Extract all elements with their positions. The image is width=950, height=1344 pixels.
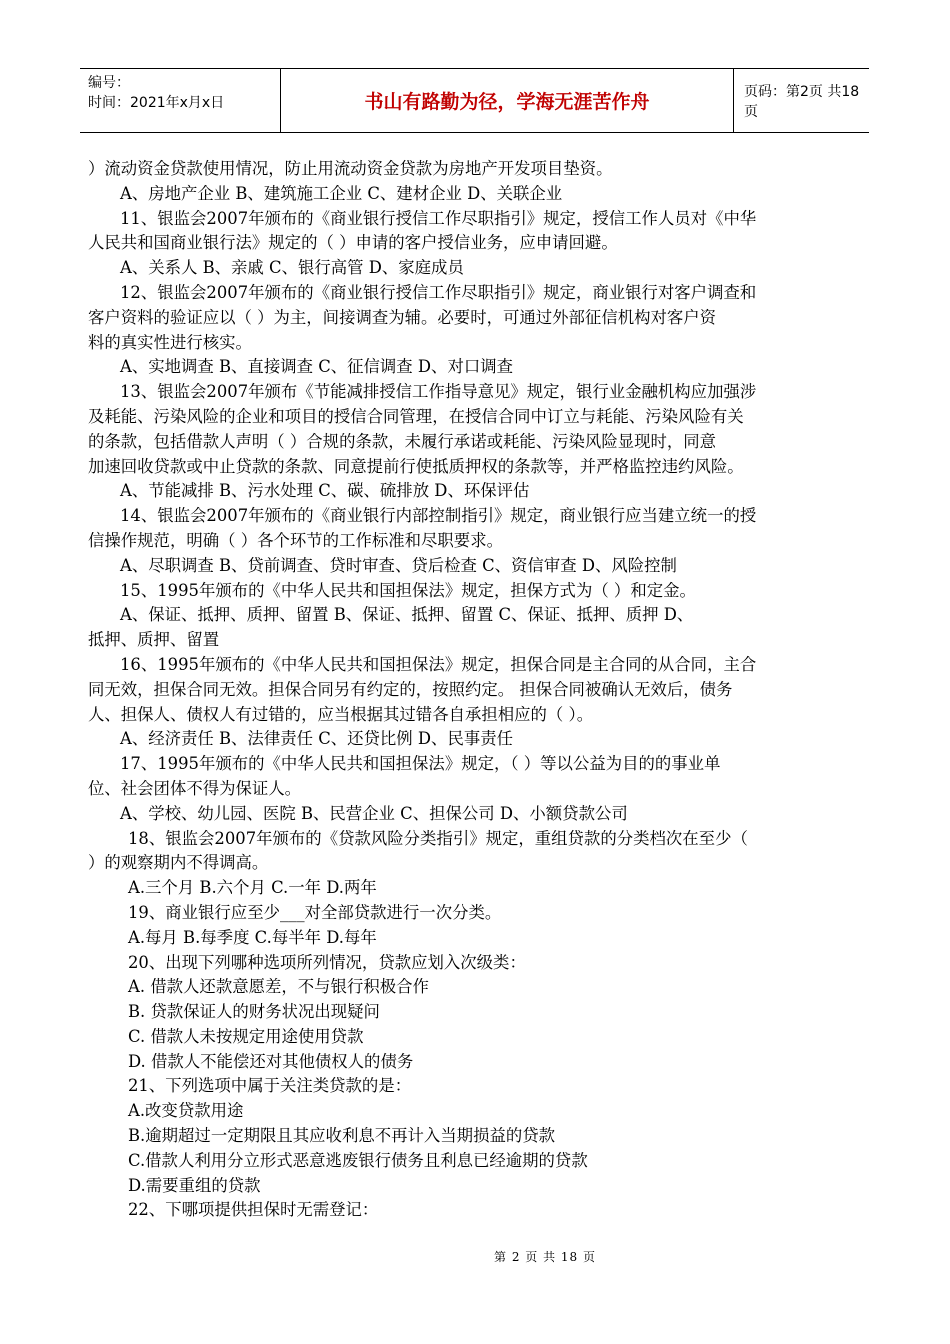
header-meta [80,69,280,132]
text-line: 16、1995年颁布的《中华人民共和国担保法》规定，担保合同是主合同的从合同，主合 [120,654,757,674]
text-line: A.每月 B.每季度 C.每半年 D.每年 [128,927,377,947]
text-line: D. 借款人不能偿还对其他债权人的债务 [128,1051,414,1071]
text-line: A.三个月 B.六个月 C.一年 D.两年 [128,878,377,898]
page-header [80,68,869,133]
page-footer [0,1248,950,1265]
date-label: 时间：2021年x月x日 [88,95,225,111]
header-page-label: 页码：第2页 共18页 [744,83,860,120]
text-line: 及耗能、污染风险的企业和项目的授信合同管理，在授信合同中订立与耗能、污染风险有关 [88,406,744,426]
text-line: 同无效，担保合同无效。担保合同另有约定的，按照约定。 担保合同被确认无效后，债务 [88,679,733,699]
text-line: A.改变贷款用途 [128,1101,244,1121]
text-line: 位、社会团体不得为保证人。 [88,778,302,798]
text-line: 22、下哪项提供担保时无需登记： [128,1200,379,1220]
text-line: A、学校、幼儿园、医院 B、民营企业 C、担保公司 D、小额贷款公司 [120,803,628,823]
text-line: B. 贷款保证人的财务状况出现疑问 [128,1002,380,1022]
text-line: 的条款，包括借款人声明（ ）合规的条款，未履行承诺或耗能、污染风险显现时，同意 [88,431,717,451]
text-line: 15、1995年颁布的《中华人民共和国担保法》规定，担保方式为（ ）和定金。 [120,580,696,600]
text-line: 人民共和国商业银行法》规定的（ ）申请的客户授信业务，应申请回避。 [88,233,618,253]
text-line: 客户资料的验证应以（ ）为主，间接调查为辅。必要时，可通过外部征信机构对客户资 [88,307,717,327]
footer-page-number: 第 2 页 共 18 页 [494,1250,596,1264]
text-line: 12、银监会2007年颁布的《商业银行授信工作尽职指引》规定，商业银行对客户调查和 [120,282,757,302]
text-line: 17、1995年颁布的《中华人民共和国担保法》规定，（ ）等以公益为目的的事业单 [120,754,721,774]
text-line: C.借款人利用分立形式恶意逃废银行债务且利息已经逾期的贷款 [128,1150,588,1170]
text-line: 21、下列选项中属于关注类贷款的是： [128,1076,412,1096]
text-line: A、保证、抵押、质押、留置 B、保证、抵押、留置 C、保证、抵押、质押 D、 [120,605,694,625]
text-line: 抵押、质押、留置 [88,630,220,650]
text-line: 11、银监会2007年颁布的《商业银行授信工作尽职指引》规定，授信工作人员对《中华 [120,208,757,228]
text-line: A、实地调查 B、直接调查 C、征信调查 D、对口调查 [120,357,514,377]
text-line: 19、商业银行应至少___对全部贷款进行一次分类。 [128,902,502,922]
text-line: A、关系人 B、亲戚 C、银行高管 D、家庭成员 [120,258,464,278]
text-line: 信操作规范，明确（ ）各个环节的工作标准和尽职要求。 [88,530,503,550]
text-line: 13、银监会2007年颁布《节能减排授信工作指导意见》规定，银行业金融机构应加强涉 [120,382,757,402]
text-line: A. 借款人还款意愿差，不与银行积极合作 [128,977,429,997]
text-line: 18、银监会2007年颁布的《贷款风险分类指引》规定，重组贷款的分类档次在至少（ [128,828,748,848]
text-line: ）流动资金贷款使用情况，防止用流动资金贷款为房地产开发项目垫资。 [88,159,613,178]
text-line: B.逾期超过一定期限且其应收利息不再计入当期损益的贷款 [128,1126,556,1146]
text-line: 加速回收贷款或中止贷款的条款、同意提前行使抵质押权的条款等，并严格监控违约风险。 [88,456,744,476]
text-line: A、尽职调查 B、贷前调查、贷时审查、贷后检查 C、资信审查 D、风险控制 [120,555,677,575]
text-line: A、经济责任 B、法律责任 C、还贷比例 D、民事责任 [120,729,514,749]
text-line: 14、银监会2007年颁布的《商业银行内部控制指引》规定，商业银行应当建立统一的授 [120,506,757,526]
text-line: A、房地产企业 B、建筑施工企业 C、建材企业 D、关联企业 [120,183,563,203]
text-line: 料的真实性进行核实。 [88,332,252,352]
document-body [88,157,864,1223]
text-line: A、节能减排 B、污水处理 C、碳、硫排放 D、环保评估 [120,481,530,501]
text-line: ）的观察期内不得调高。 [88,853,269,873]
text-line: D.需要重组的贷款 [128,1175,261,1195]
text-line: 20、出现下列哪种选项所列情况，贷款应划入次级类： [128,952,526,972]
text-line: C. 借款人未按规定用途使用贷款 [128,1026,364,1046]
code-label: 编号： [88,75,130,91]
header-slogan: 书山有路勤为径，学海无涯苦作舟 [280,69,734,132]
text-line: 人、担保人、债权人有过错的，应当根据其过错各自承担相应的（ ）。 [88,704,594,724]
